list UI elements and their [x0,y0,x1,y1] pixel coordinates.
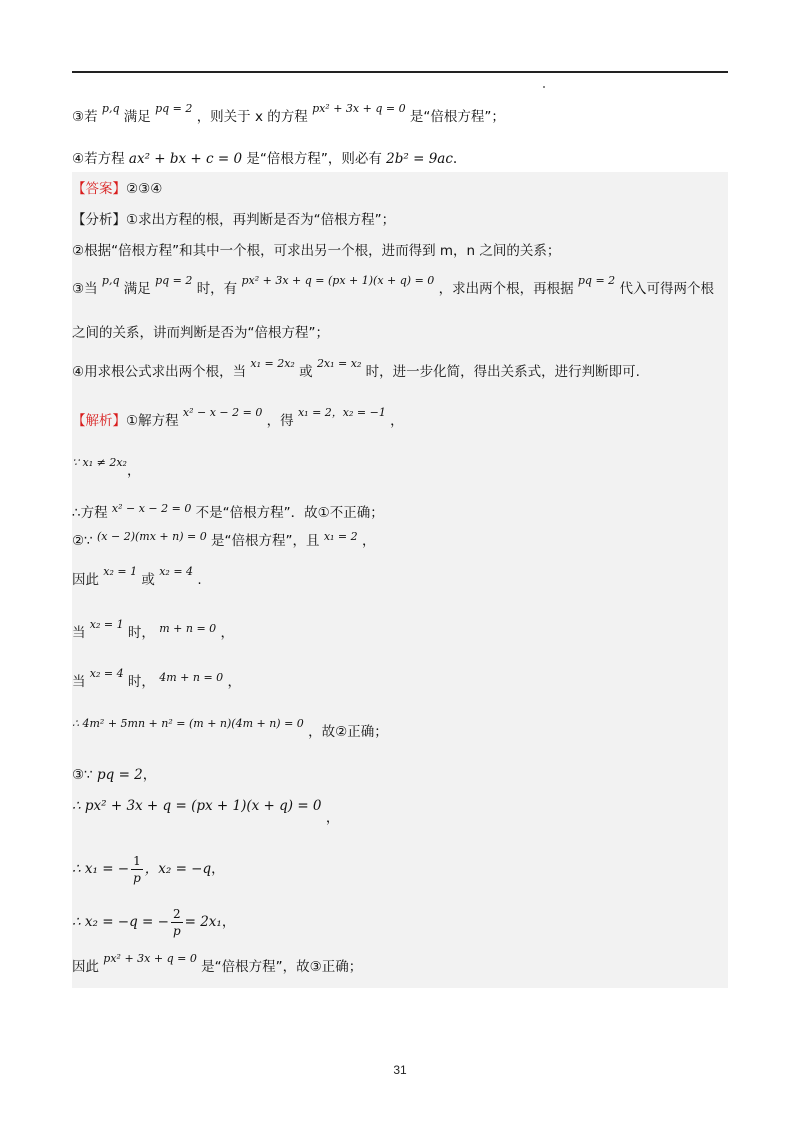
text: ，得 [266,413,294,429]
text: ， [211,861,225,877]
page-number: 31 [393,1063,407,1077]
solution-line-9 [72,766,732,784]
text: 时，进一步化简，得出关系式，进行判断即可. [365,364,640,380]
math: ∴ x₂ = −q = − [72,914,169,930]
analysis-line-1: 【分析】①求出方程的根，再判断是否为“倍根方程”； [72,212,396,228]
text: . [197,572,202,588]
analysis-line-3 [72,274,732,299]
math: (x − 2)(mx + n) = 0 [97,530,207,543]
math: x₁ = 2x₂ [250,357,295,370]
text: ， [221,914,236,930]
text: ， [390,413,404,429]
answer-value: ②③④ [126,181,163,197]
text: 满足 [123,281,151,297]
math: ax² + bx + c = 0 [128,151,243,167]
solution-line-2 [72,456,732,481]
statement-3 [72,102,732,127]
math: x² − x − 2 = 0 [182,406,263,419]
math: 2x₁ = x₂ [316,357,362,370]
text: ③∵ [72,767,93,783]
solution-line-13 [72,952,732,977]
analysis-line-2: ②根据“倍根方程”和其中一个根，可求出另一个根，进而得到 m，n 之间的关系； [72,243,561,259]
solution-line-3 [72,504,732,523]
header-dot [543,86,545,88]
math: pq = 2 [577,274,616,287]
text: ， [142,767,157,783]
math: ∵ x₁ ≠ 2x₂ [72,456,127,469]
analysis-line-5 [72,357,732,382]
solution-line-4 [72,532,732,551]
text: ， [227,674,241,690]
math: p,q [101,102,120,115]
math: px² + 3x + q = 0 [103,952,197,965]
solution-line-8 [72,717,732,742]
fraction-denominator: p [133,871,141,885]
text: 时，有 [196,281,238,297]
text: 当 [72,625,86,641]
answer-line [72,180,732,198]
text: 或 [141,572,155,588]
solution-line-10 [72,797,732,826]
statement-4 [72,150,732,168]
text: ， [361,533,376,549]
math: pq = 2 [155,274,193,287]
solution-line-6 [72,618,732,643]
math: 2b² = 9ac [386,151,453,167]
text: ，则关于 x 的方程 [196,109,308,125]
math: ∴ x₁ = − [72,861,130,877]
text: ①解方程 [126,413,179,429]
math: = 2x₁ [184,914,222,930]
text: ，求出两个根，再根据 [438,281,574,297]
text: 或 [299,364,313,380]
text: ④用求根公式求出两个根，当 [72,364,247,380]
text: ， [325,810,340,826]
text: 不是“倍根方程”．故①不正确； [195,505,384,521]
fraction [131,853,143,886]
math: ∴ 4m² + 5mn + n² = (m + n)(4m + n) = 0 [72,717,304,730]
math: x₂ = 1 [89,618,124,631]
math: pq = 2 [97,767,143,783]
math: x₂ = 4 [89,667,124,680]
math: x² − x − 2 = 0 [111,502,192,515]
text: 是“倍根方程”，则必有 [246,151,382,167]
text: 代入可得两个根 [619,281,714,297]
text: 是“倍根方程”； [409,109,505,125]
math: px² + 3x + q = 0 [312,102,406,115]
fraction [171,906,183,939]
text: ∴方程 [72,505,108,521]
math: x₁ = 2 [323,530,358,543]
text: ，故②正确； [308,724,388,740]
text: ， [126,463,141,479]
fraction-numerator: 1 [133,854,141,868]
analysis-line-4: 之间的关系，讲而判断是否为“倍根方程”； [72,325,329,341]
text: ④若方程 [72,151,125,167]
math: x₂ = 4 [159,565,194,578]
fraction-numerator: 2 [172,907,181,921]
answer-tag: 【答案】 [72,181,126,197]
solution-line-1 [72,406,732,431]
math: m + n = 0 [159,622,217,635]
fraction-denominator: p [172,924,181,938]
text: ③当 [72,281,98,297]
math: pq = 2 [155,102,193,115]
text: . [452,151,458,167]
text: 是“倍根方程”，且 [211,533,320,549]
math: 4m + n = 0 [159,671,224,684]
text: 时， [127,674,155,690]
header-rule [72,71,728,73]
text: 当 [72,674,86,690]
math: x₂ = 1 [103,565,138,578]
text: 因此 [72,572,99,588]
math: ，x₂ = −q [144,861,212,877]
text: 因此 [72,959,99,975]
text: 是“倍根方程”，故③正确； [201,959,363,975]
solution-line-7 [72,667,732,692]
text: 满足 [123,109,151,125]
solution-tag: 【解析】 [72,413,126,429]
math: x₁ = 2，x₂ = −1 [297,406,386,419]
text: 时， [127,625,155,641]
math: px² + 3x + q = (px + 1)(x + q) = 0 [241,274,435,287]
solution-line-5 [72,565,732,590]
solution-line-11 [72,853,732,886]
solution-line-12 [72,906,732,939]
text: ②∵ [72,533,93,549]
math: ∴ px² + 3x + q = (px + 1)(x + q) = 0 [72,798,322,814]
text: ， [220,625,234,641]
text: ③若 [72,109,98,125]
math: p,q [101,274,120,287]
